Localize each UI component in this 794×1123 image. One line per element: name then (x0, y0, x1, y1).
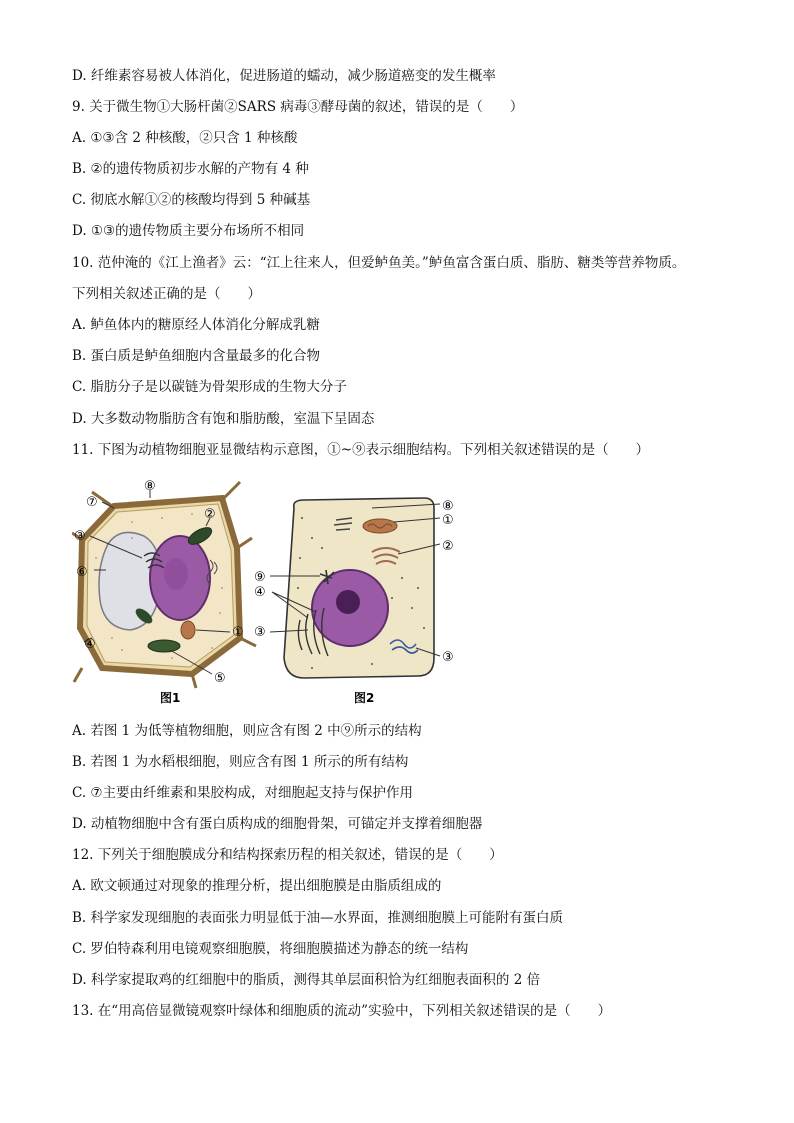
fig1-label-3: ③ (74, 529, 86, 544)
fig2-label-8: ⑧ (442, 499, 454, 514)
q12-option-b: B. 科学家发现细胞的表面张力明显低于油—水界面，推测细胞膜上可能附有蛋白质 (72, 910, 564, 926)
fig2-label-1: ① (442, 513, 454, 528)
question-12: 12. 下列关于细胞膜成分和结构探索历程的相关叙述，错误的是（ ） (72, 847, 503, 863)
question-13: 13. 在“用高倍显微镜观察叶绿体和细胞质的流动”实验中，下列相关叙述错误的是（ ） (72, 1003, 612, 1019)
q11-option-d: D. 动植物细胞中含有蛋白质构成的细胞骨架，可锚定并支撑着细胞器 (72, 816, 483, 832)
q10-option-c: C. 脂肪分子是以碳链为骨架形成的生物大分子 (72, 379, 347, 395)
q10-option-d: D. 大多数动物脂肪含有饱和脂肪酸，室温下呈固态 (72, 411, 375, 427)
fig2-label-2: ② (442, 539, 454, 554)
q11-option-c: C. ⑦主要由纤维素和果胶构成，对细胞起支持与保护作用 (72, 785, 414, 801)
fig2-label-4: ④ (254, 585, 266, 600)
q10-option-a: A. 鲈鱼体内的糖原经人体消化分解成乳糖 (72, 317, 320, 333)
fig1-label-1: ① (232, 625, 244, 640)
question-9: 9. 关于微生物①大肠杆菌②SARS 病毒③酵母菌的叙述，错误的是（ ） (72, 99, 524, 115)
question-10: 10. 范仲淹的《江上渔者》云：“江上往来人，但爱鲈鱼美。”鲈鱼富含蛋白质、脂肪、糖类等营养物质。 (72, 255, 686, 271)
q12-option-d: D. 科学家提取鸡的红细胞中的脂质，测得其单层面积恰为红细胞表面积的 2 倍 (72, 972, 541, 988)
fig2-caption: 图2 (354, 691, 375, 705)
q11-option-b: B. 若图 1 为水稻根细胞，则应含有图 1 所示的所有结构 (72, 754, 409, 770)
fig2-label-3-right: ③ (442, 650, 454, 665)
fig1-label-6: ⑥ (76, 565, 88, 580)
text-line-d8: D. 纤维素容易被人体消化，促进肠道的蠕动，减少肠道癌变的发生概率 (72, 68, 496, 84)
q10-option-b: B. 蛋白质是鲈鱼细胞内含量最多的化合物 (72, 348, 321, 364)
q11-option-a: A. 若图 1 为低等植物细胞，则应含有图 2 中⑨所示的结构 (72, 723, 422, 739)
animal-cell-diagram (254, 498, 454, 705)
q9-option-b: B. ②的遗传物质初步水解的产物有 4 种 (72, 161, 309, 177)
q9-option-c: C. 彻底水解①②的核酸均得到 5 种碱基 (72, 192, 311, 208)
fig1-label-7: ⑦ (86, 495, 98, 510)
fig1-caption: 图1 (160, 691, 181, 705)
q9-option-a: A. ①③含 2 种核酸，②只含 1 种核酸 (72, 130, 298, 146)
fig1-label-4: ④ (84, 637, 96, 652)
q12-option-a: A. 欧文顿通过对现象的推理分析，提出细胞膜是由脂质组成的 (72, 878, 442, 894)
q9-option-d: D. ①③的遗传物质主要分布场所不相同 (72, 223, 305, 239)
fig1-label-5: ⑤ (214, 671, 226, 686)
fig2-label-9: ⑨ (254, 570, 266, 585)
q12-option-c: C. 罗伯特森利用电镜观察细胞膜，将细胞膜描述为静态的统一结构 (72, 941, 469, 957)
question-11: 11. 下图为动植物细胞亚显微结构示意图，①~⑨表示细胞结构。下列相关叙述错误的是（ ） (72, 442, 650, 458)
fig1-label-2: ② (204, 507, 216, 522)
fig2-label-3-left: ③ (254, 625, 266, 640)
cell-structure-figure (72, 478, 472, 710)
fig1-label-8: ⑧ (144, 479, 156, 494)
question-10-cont: 下列相关叙述正确的是（ ） (72, 286, 261, 302)
plant-cell-diagram (72, 479, 256, 705)
